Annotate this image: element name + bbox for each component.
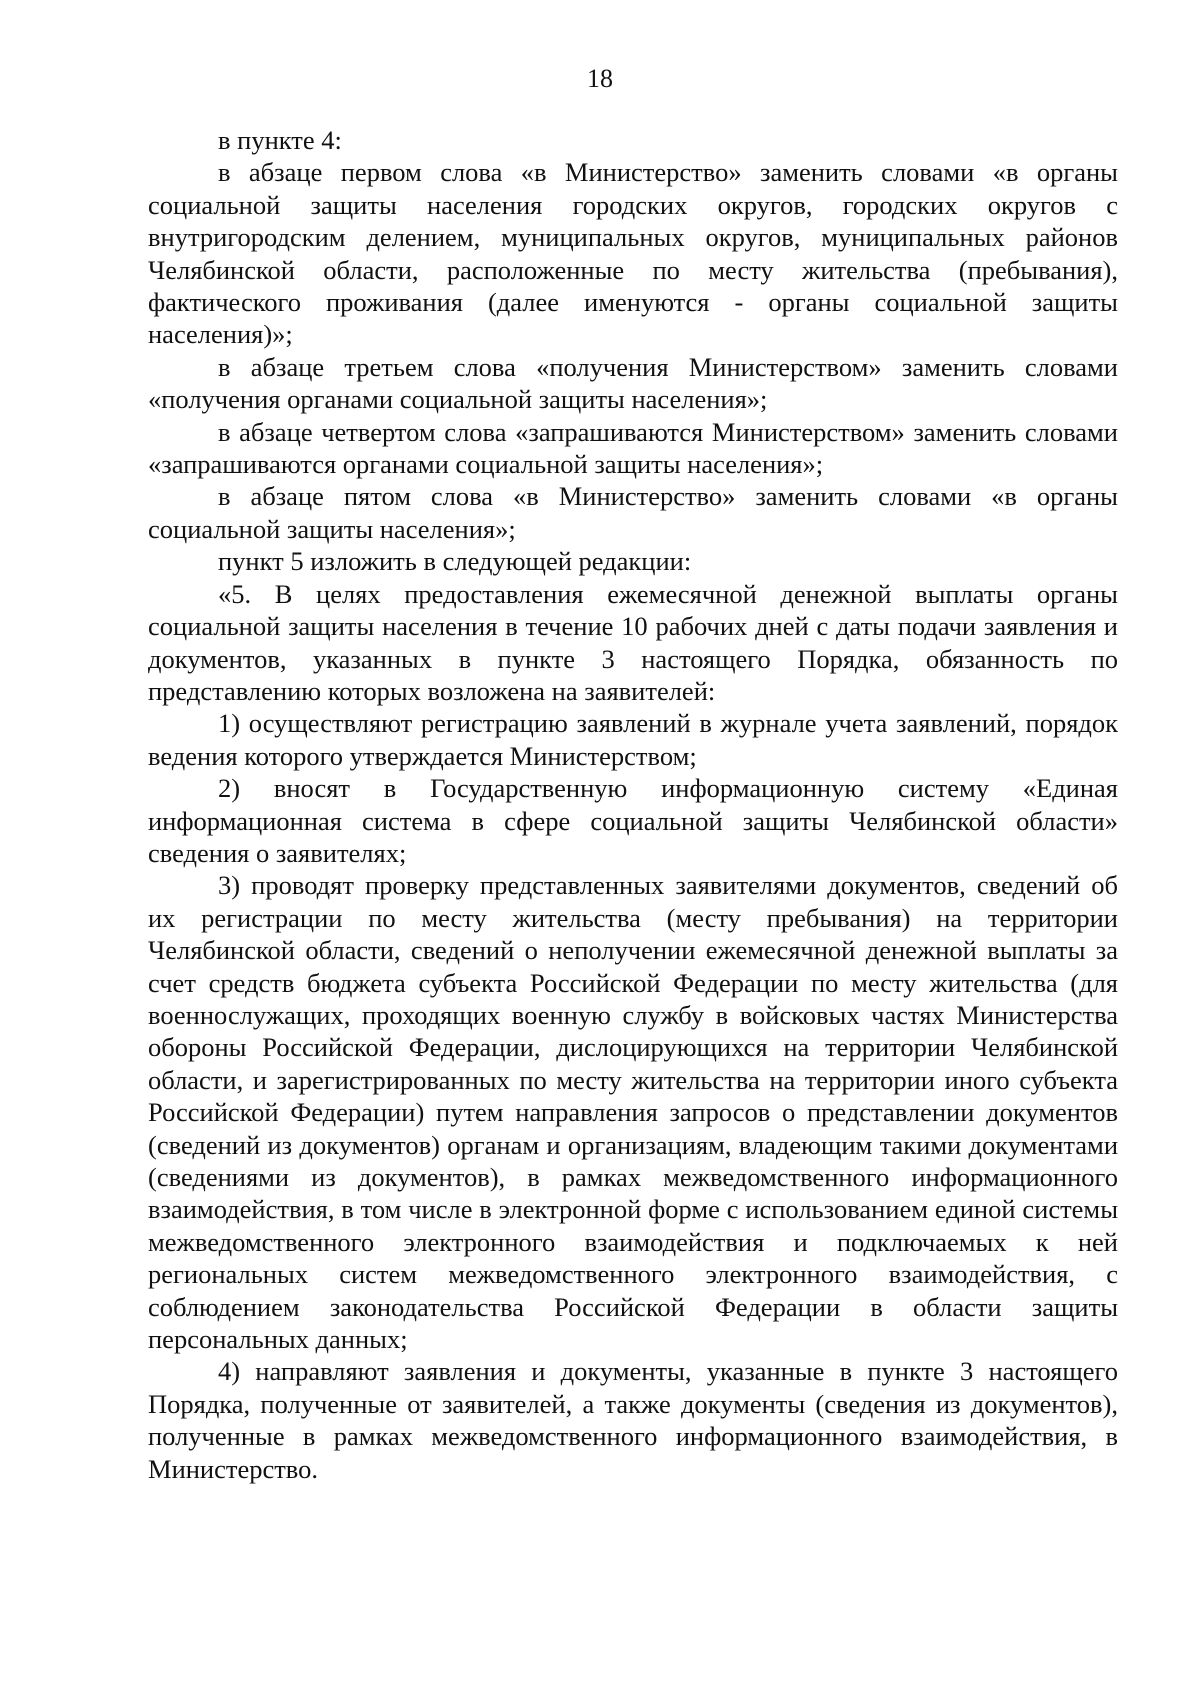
document-body: [148, 124, 1118, 1485]
paragraph: в абзаце пятом слова «в Министерство» заменить словами «в органы социальной защиты населения»;: [148, 481, 1118, 544]
page-number: 18: [587, 64, 613, 93]
paragraph: 1) осуществляют регистрацию заявлений в журнале учета заявлений, порядок ведения которого утверждается Министерством;: [148, 708, 1118, 771]
paragraph: в абзаце третьем слова «получения Министерством» заменить словами «получения органами социальной защиты населения»;: [148, 351, 1118, 415]
paragraph: «5. В целях предоставления ежемесячной денежной выплаты органы социальной защиты населения в течение 10 рабочих дней с даты подачи заявления и документов, указанных в пункте 3 настоящего Порядка, обязанность по представлению которых возложена на заявителей:: [148, 578, 1118, 706]
paragraph: 2) вносят в Государственную информационную систему «Единая информационная система в сфере социальной защиты Челябинской области» сведения о заявителях;: [148, 773, 1118, 868]
paragraph: пункт 5 изложить в следующей редакции:: [218, 546, 692, 577]
paragraph: 4) направляют заявления и документы, указанные в пункте 3 настоящего Порядка, полученные от заявителей, а также документы (сведения из документов), полученные в рамках межведомственного информационного взаимодействия, в Министерство.: [148, 1356, 1118, 1484]
paragraph: 3) проводят проверку представленных заявителями документов, сведений об их регистрации по месту жительства (месту пребывания) на территории Челябинской области, сведений о неполучении ежемесячной денежной выплаты за счет средств бюджета субъекта Российской Федерации по месту жительства (для военнослужащих, проходящих военную службу в войсковых частях Министерства обороны Российской Федерации, дислоцирующихся на территории Челябинской области, и зарегистрированных по месту жительства на территории иного субъекта Российской Федерации) путем направления запросов о представлении документов (сведений из документов) органам и организациям, владеющим такими документами (сведениями из документов), в рамках межведомственного информационного взаимодействия, в том числе в электронной форме с использованием единой системы межведомственного электронного взаимодействия и подключаемых к ней региональных систем межведомственного электронного взаимодействия, с соблюдением законодательства Российской Федерации в области защиты персональных данных;: [148, 870, 1118, 1355]
paragraph: в абзаце первом слова «в Министерство» заменить словами «в органы социальной защиты населения городских округов, городских округов с внутригородским делением, муниципальных округов, муниципальных районов Челябинской области, расположенные по месту жительства (пребывания), фактического проживания (далее именуются - органы социальной защиты населения)»;: [148, 157, 1118, 350]
paragraph: в абзаце четвертом слова «запрашиваются Министерством» заменить словами «запрашиваются органами социальной защиты населения»;: [148, 416, 1118, 480]
paragraph: в пункте 4:: [218, 125, 342, 155]
